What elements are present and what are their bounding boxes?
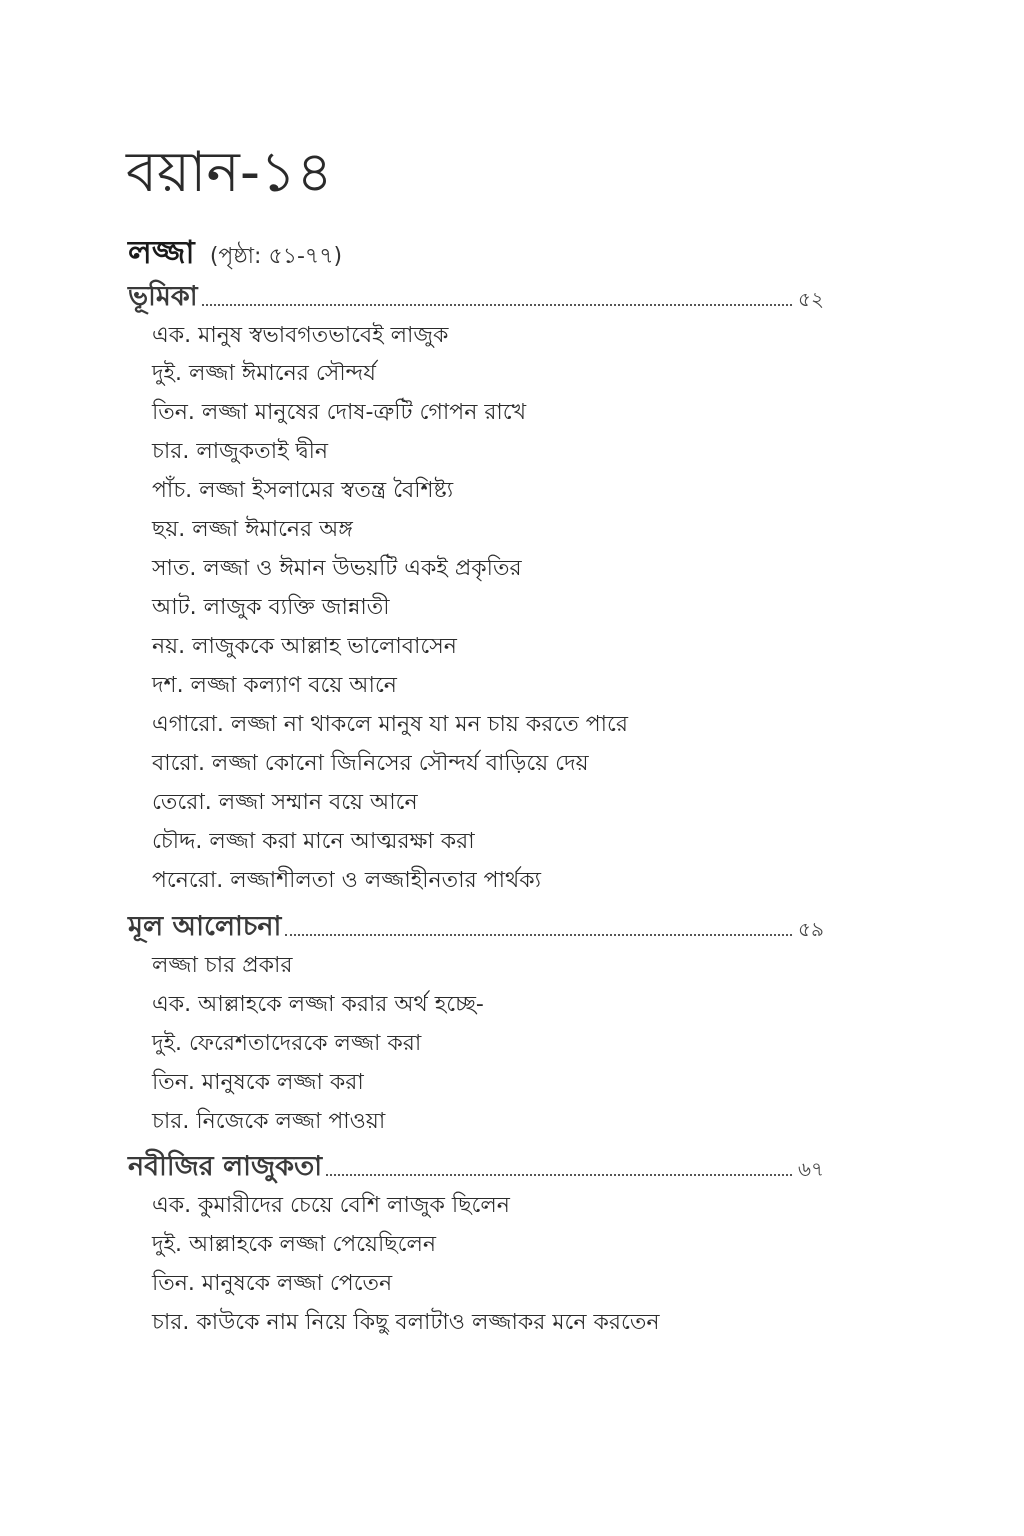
toc-entry: চার. নিজেকে লজ্জা পাওয়া bbox=[152, 1109, 386, 1134]
toc-section-introduction[interactable] bbox=[128, 280, 824, 314]
toc-entry: লজ্জা চার প্রকার bbox=[152, 953, 293, 978]
section-page-number: ৫৯ bbox=[798, 917, 824, 941]
toc-entry: পনেরো. লজ্জাশীলতা ও লজ্জাহীনতার পার্থক্য bbox=[152, 868, 541, 893]
toc-section-prophet-modesty[interactable] bbox=[128, 1150, 824, 1184]
toc-entry: পাঁচ. লজ্জা ইসলামের স্বতন্ত্র বৈশিষ্ট্য bbox=[152, 478, 454, 503]
toc-entry: চৌদ্দ. লজ্জা করা মানে আত্মরক্ষা করা bbox=[152, 829, 475, 854]
toc-entry: চার. লাজুকতাই দ্বীন bbox=[152, 439, 329, 464]
toc-entry: দুই. লজ্জা ঈমানের সৌন্দর্য bbox=[152, 361, 376, 386]
dot-leader bbox=[285, 933, 792, 936]
toc-entry: সাত. লজ্জা ও ঈমান উভয়টি একই প্রকৃতির bbox=[152, 556, 522, 581]
section-title: ভূমিকা bbox=[128, 281, 198, 312]
toc-entry: তিন. মানুষকে লজ্জা পেতেন bbox=[152, 1271, 393, 1296]
toc-entry: এক. মানুষ স্বভাবগতভাবেই লাজুক bbox=[152, 323, 449, 348]
toc-section-main-discussion[interactable] bbox=[128, 910, 824, 944]
toc-entry: ছয়. লজ্জা ঈমানের অঙ্গ bbox=[152, 517, 353, 542]
toc-entry: তিন. মানুষকে লজ্জা করা bbox=[152, 1070, 364, 1095]
toc-entry: এক. কুমারীদের চেয়ে বেশি লাজুক ছিলেন bbox=[152, 1193, 510, 1218]
section-title: নবীজির লাজুকতা bbox=[128, 1151, 323, 1182]
section-page-number: ৬৭ bbox=[797, 1157, 824, 1181]
toc-entry: চার. কাউকে নাম নিয়ে কিছু বলাটাও লজ্জাকর মনে করতেন bbox=[152, 1310, 660, 1335]
toc-entry: আট. লাজুক ব্যক্তি জান্নাতী bbox=[152, 595, 390, 620]
topic-page-range: (পৃষ্ঠা: ৫১-৭৭) bbox=[209, 244, 343, 269]
topic-name: লজ্জা bbox=[128, 233, 195, 271]
chapter-title: বয়ান-১৪ bbox=[126, 140, 333, 205]
toc-entry: দুই. আল্লাহকে লজ্জা পেয়েছিলেন bbox=[152, 1232, 436, 1257]
dot-leader bbox=[202, 303, 792, 306]
dot-leader bbox=[326, 1173, 792, 1176]
toc-entry: তেরো. লজ্জা সম্মান বয়ে আনে bbox=[152, 790, 418, 815]
toc-entry: নয়. লাজুককে আল্লাহ ভালোবাসেন bbox=[152, 634, 457, 659]
section-page-number: ৫২ bbox=[798, 287, 824, 311]
toc-entry: এগারো. লজ্জা না থাকলে মানুষ যা মন চায় করতে পারে bbox=[152, 712, 628, 737]
toc-entry: দশ. লজ্জা কল্যাণ বয়ে আনে bbox=[152, 673, 397, 698]
toc-entry: বারো. লজ্জা কোনো জিনিসের সৌন্দর্য বাড়িয়ে দেয় bbox=[152, 751, 589, 776]
toc-entry: দুই. ফেরেশতাদেরকে লজ্জা করা bbox=[152, 1031, 422, 1056]
toc-entry: এক. আল্লাহকে লজ্জা করার অর্থ হচ্ছে- bbox=[152, 992, 484, 1017]
toc-entry: তিন. লজ্জা মানুষের দোষ-ত্রুটি গোপন রাখে bbox=[152, 400, 527, 425]
section-title: মূল আলোচনা bbox=[128, 911, 282, 942]
topic-heading bbox=[128, 232, 342, 272]
